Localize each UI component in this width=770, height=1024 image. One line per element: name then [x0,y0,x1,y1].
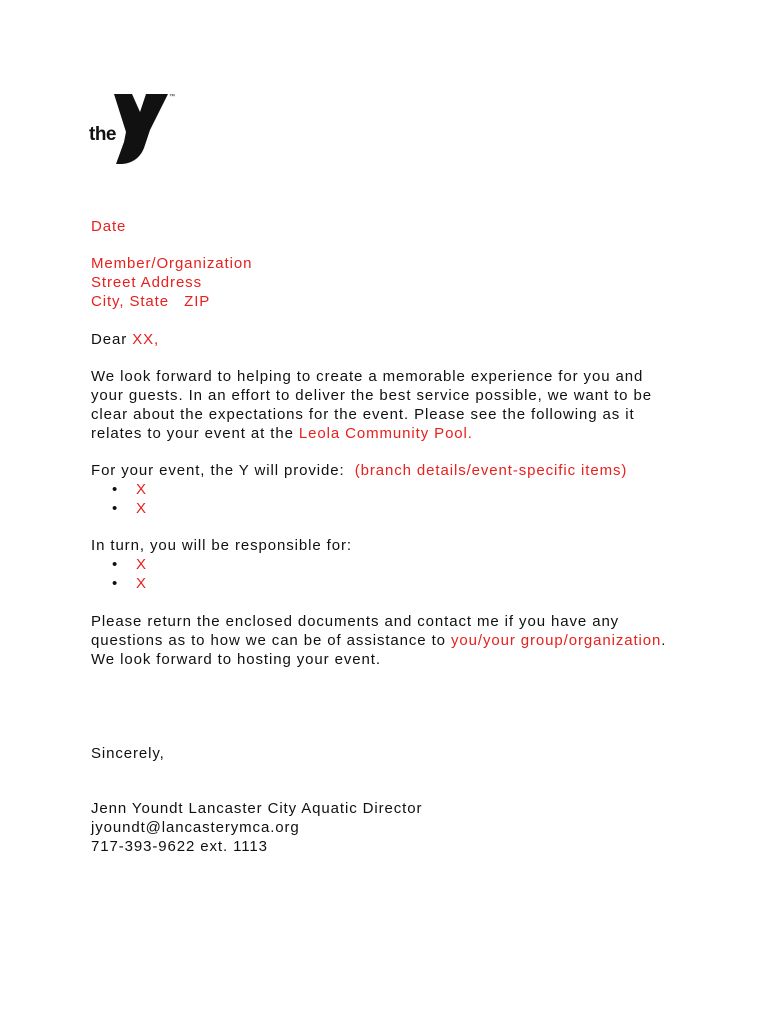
provide-item-text: X [136,500,147,517]
provide-item [112,480,147,499]
paragraph1-line1: We look forward to helping to create a memorable experience for you and [91,368,644,385]
paragraph2-line2 [91,631,666,650]
signature-phone: 717-393-9622 ext. 1113 [91,838,268,855]
paragraph1-line4-prefix: relates to your event at the [91,425,299,442]
provide-lead [91,461,627,480]
signature-name-title: Jenn Youndt Lancaster City Aquatic Director [91,800,423,817]
paragraph1-line2: your guests. In an effort to deliver the best service possible, we want to be [91,387,652,404]
paragraph1-line4 [91,424,473,443]
salutation [91,330,159,349]
ymca-logo [88,90,180,168]
salutation-name: XX, [132,331,160,348]
bullet-icon: • [112,500,119,517]
event-location: Leola Community Pool. [298,425,473,442]
logo-small-ymca: YMCA [144,144,161,166]
logo-trademark: ™ [169,94,176,100]
date-placeholder: Date [91,218,127,235]
signature-email: jyoundt@lancasterymca.org [91,819,300,836]
responsible-item [112,555,147,574]
responsible-lead: In turn, you will be responsible for: [91,537,352,554]
paragraph2-line3: We look forward to hosting your event. [91,651,381,668]
paragraph2-line2-prefix: questions as to how we can be of assistance to [91,632,451,649]
group-placeholder: you/your group/organization [451,632,662,649]
provide-lead-text: For your event, the Y will provide: [91,462,355,479]
bullet-icon: • [112,556,119,573]
provide-detail: (branch details/event-specific items) [354,462,628,479]
provide-item-text: X [136,481,147,498]
city-state-zip-placeholder: City, State ZIP [91,293,211,310]
bullet-icon: • [112,481,119,498]
paragraph2-line1: Please return the enclosed documents and contact me if you have any [91,613,620,630]
member-org-placeholder: Member/Organization [91,255,253,272]
bullet-icon: • [112,575,119,592]
responsible-item-text: X [136,575,147,592]
logo-word-the: the [89,124,116,145]
responsible-item-text: X [136,556,147,573]
paragraph1-line3: clear about the expectations for the event. Please see the following as it [91,406,635,423]
street-placeholder: Street Address [91,274,202,291]
closing: Sincerely, [91,745,165,762]
ymca-logo-graphic [88,90,180,168]
responsible-item [112,574,147,593]
logo-y-shape [114,94,168,164]
paragraph2-line2-suffix: . [661,632,667,649]
salutation-prefix: Dear [91,331,133,348]
provide-item [112,499,147,518]
